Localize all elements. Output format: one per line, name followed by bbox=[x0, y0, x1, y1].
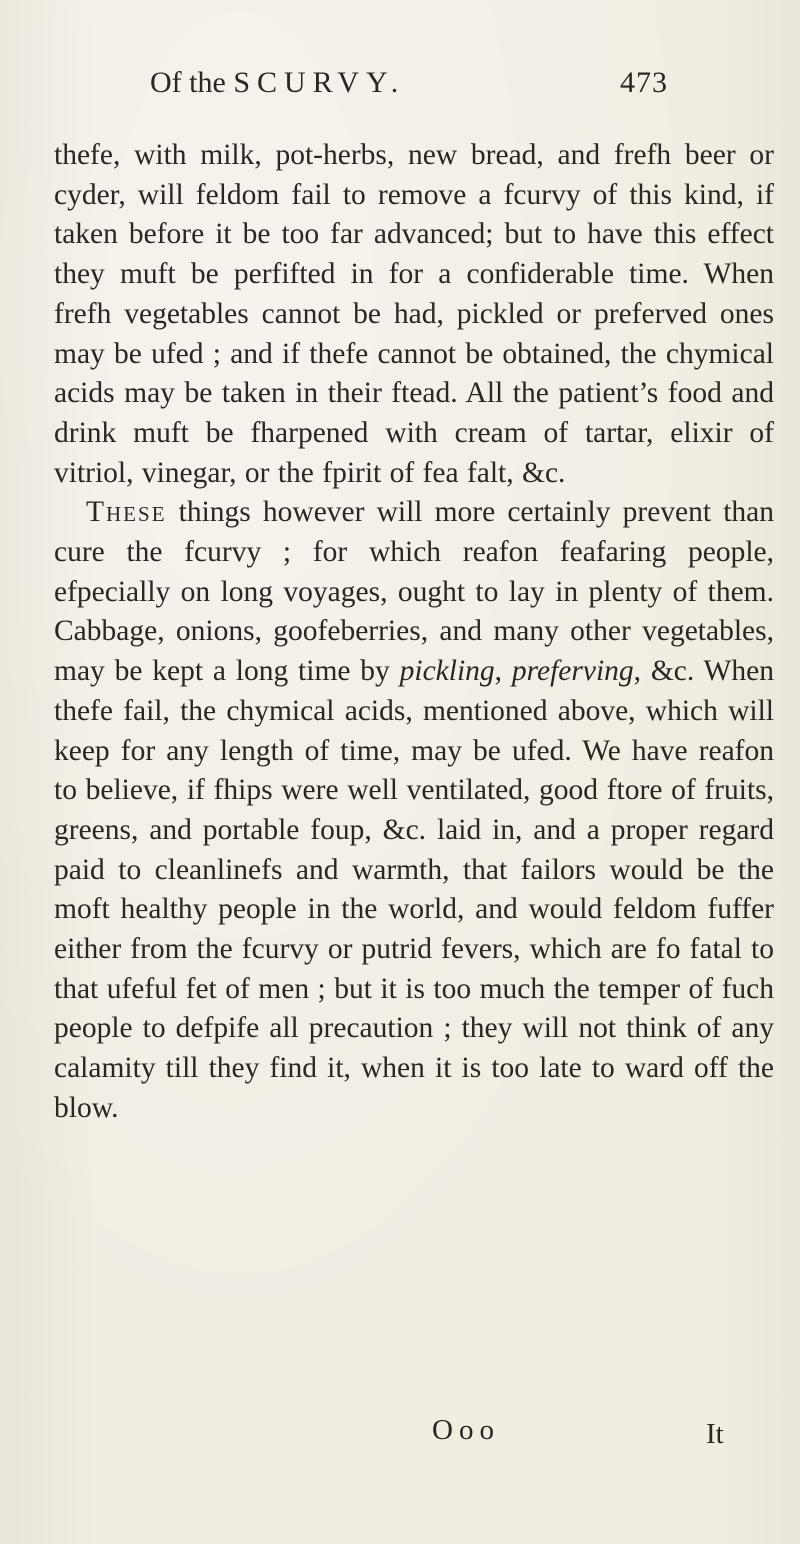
paragraph-2-separator: , bbox=[494, 655, 512, 688]
body-text bbox=[54, 136, 774, 1129]
page-footer bbox=[0, 1414, 800, 1454]
paragraph-2-lead: These bbox=[86, 496, 167, 529]
paragraph-2-italic-pickling: pickling bbox=[399, 655, 495, 688]
paragraph-2 bbox=[54, 493, 774, 1128]
running-title bbox=[150, 66, 405, 100]
paragraph-2-rest: , &c. When thefe fail, the chymical acids, mentioned above, which will keep for any length of time, may be ufed. We have reafon to believe, if fhips were well ventilated, good ftore of fruits, greens, and portable foup, &c. laid in, and a proper regard paid to cleanlinefs and warmth, that failors would be the moft healthy people in the world, and would feldom fuffer either from the fcurvy or putrid fevers, which are fo fatal to that ufeful fet of men ; but it is too much the temper of fuch people to defpife all precaution ; they will not think of any calamity till they find it, when it is too late to ward off the blow. bbox=[54, 655, 774, 1124]
page-header bbox=[150, 66, 800, 106]
paragraph-1 bbox=[54, 136, 774, 493]
running-title-prefix: Of the bbox=[150, 66, 226, 99]
catchword: It bbox=[706, 1418, 724, 1450]
running-title-main: SCURVY. bbox=[233, 66, 406, 99]
paragraph-1-text: thefe, with milk, pot-herbs, new bread, and frefh beer or cyder, will feldom fail to remove a fcurvy of this kind, if taken before it be too far advanced; but to have this effect they muft be perfifted in for a confiderable time. When frefh vegetables cannot be had, pickled or preferved ones may be ufed ; and if thefe cannot be obtained, the chymical acids may be taken in their ftead. All the patient’s food and drink muft be fharpened with cream of tartar, elixir of vitriol, vinegar, or the fpirit of fea falt, &c. bbox=[54, 139, 774, 489]
signature-mark: Ooo bbox=[432, 1414, 500, 1446]
page-number: 473 bbox=[620, 66, 668, 99]
paragraph-2-text: things however will more certainly prevent than cure the fcurvy ; for which reafon feafaring people, efpecially on long voyages, ought to lay in plenty of them. Cabbage, onions, goofeberries, and many other vegetables, may be kept a long time by bbox=[54, 496, 774, 688]
paragraph-2-italic-preferving: preferving bbox=[511, 655, 634, 688]
